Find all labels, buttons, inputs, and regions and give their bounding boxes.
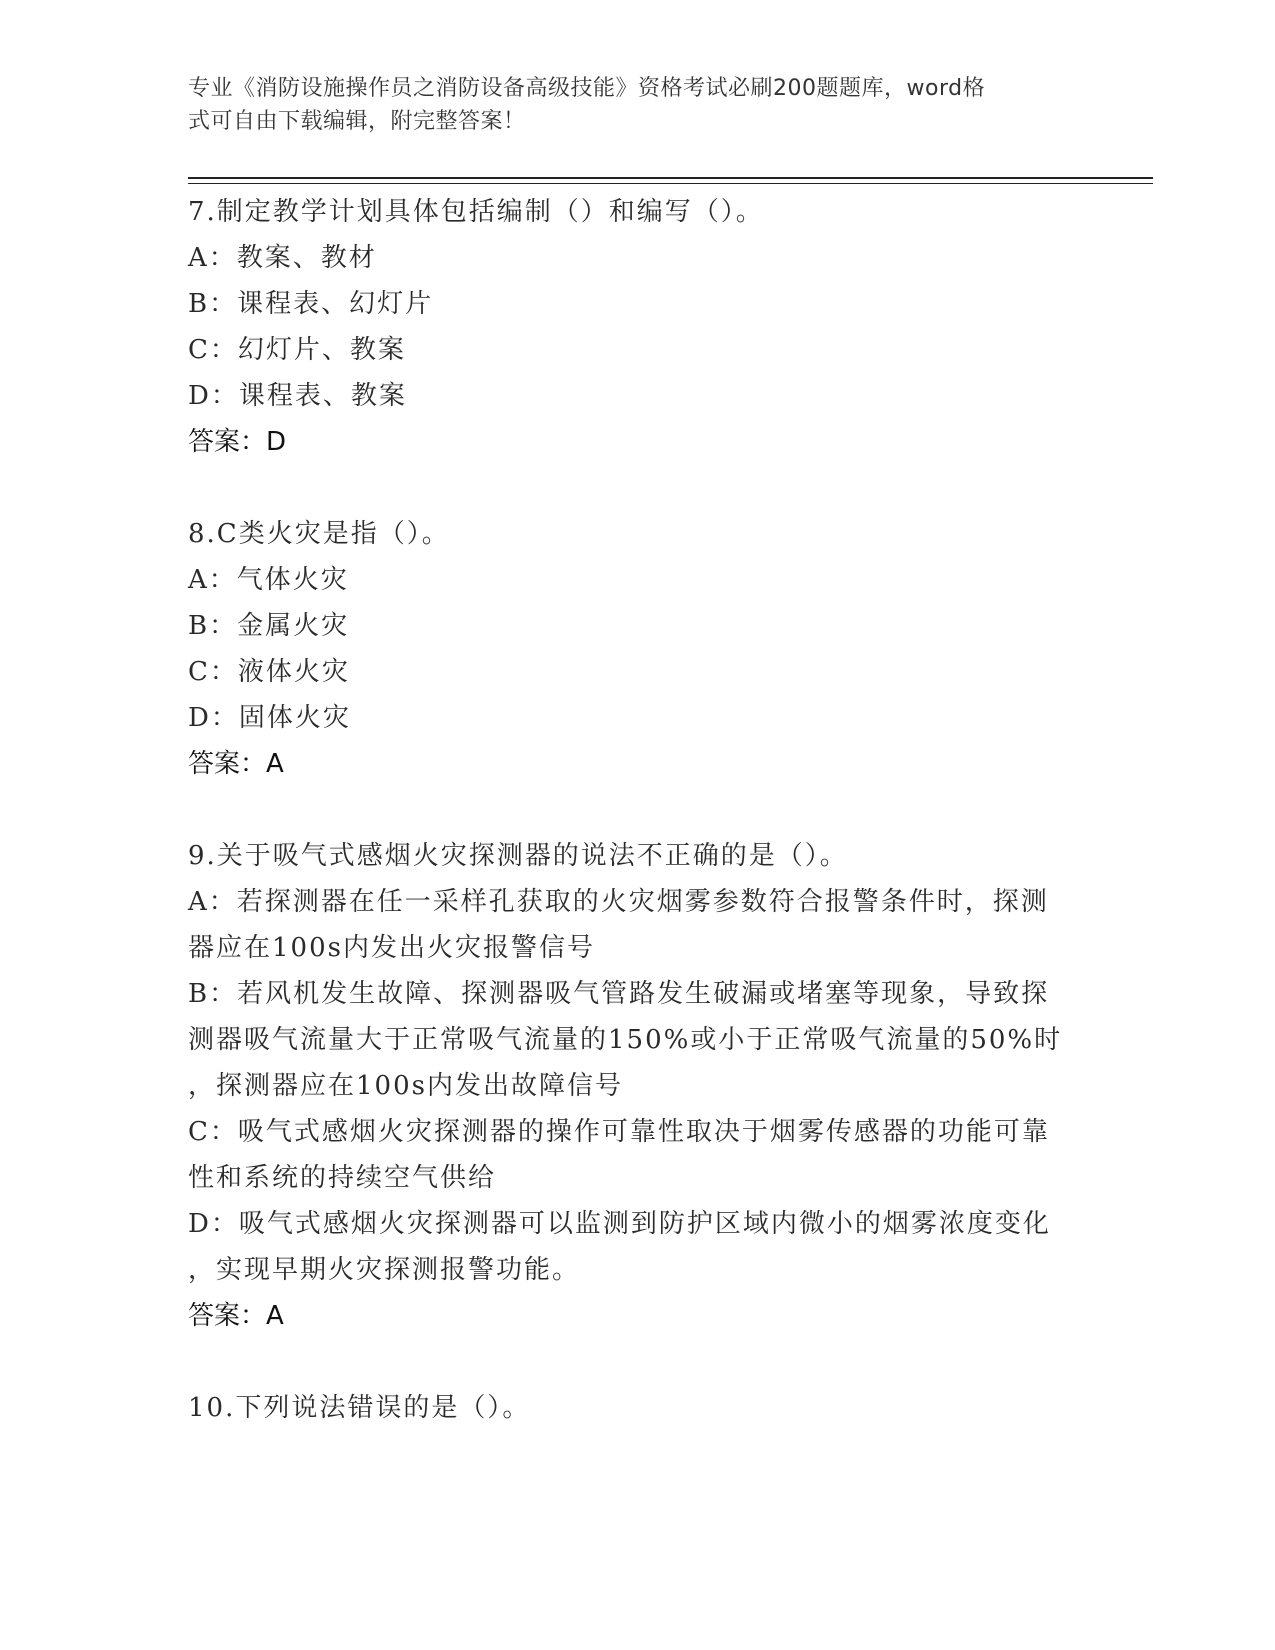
option-d: D：固体火灾 xyxy=(188,703,351,733)
option-b: B：金属火灾 xyxy=(188,611,350,641)
option-b: B：课程表、幻灯片 xyxy=(188,289,434,319)
option-c-line-1: C：吸气式感烟火灾探测器的操作可靠性取决于烟雾传感器的功能可靠 xyxy=(188,1117,1050,1147)
question-stem: 9.关于吸气式感烟火灾探测器的说法不正确的是（）。 xyxy=(188,841,848,871)
question-stem: 10.下列说法错误的是（）。 xyxy=(188,1393,531,1423)
header-line-2: 式可自由下载编辑，附完整答案！ xyxy=(188,109,526,134)
header-divider-thick xyxy=(188,177,1153,179)
option-d-line-2: ，实现早期火灾探测报警功能。 xyxy=(188,1255,581,1285)
option-a-line-2: 器应在100s内发出火灾报警信号 xyxy=(188,933,595,963)
option-c: C：液体火灾 xyxy=(188,657,350,687)
header-divider-thin xyxy=(188,183,1153,184)
question-stem: 8.C类火灾是指（）。 xyxy=(188,519,450,549)
option-a-line-1: A：若探测器在任一采样孔获取的火灾烟雾参数符合报警条件时，探测 xyxy=(188,887,1049,917)
option-d-line-1: D：吸气式感烟火灾探测器可以监测到防护区域内微小的烟雾浓度变化 xyxy=(188,1209,1051,1239)
question-7 xyxy=(188,189,1078,465)
question-8 xyxy=(188,511,1078,787)
option-c-line-2: 性和系统的持续空气供给 xyxy=(188,1163,497,1193)
header-line-1: 专业《消防设施操作员之消防设备高级技能》资格考试必刷200题题库，word格 xyxy=(188,76,986,101)
question-10 xyxy=(188,1385,1078,1431)
document-header xyxy=(188,72,1068,138)
option-a: A：气体火灾 xyxy=(188,565,349,595)
answer-text: 答案：D xyxy=(188,427,287,457)
question-list xyxy=(188,189,1078,1431)
option-b-line-2: 测器吸气流量大于正常吸气流量的150%或小于正常吸气流量的50%时 xyxy=(188,1025,1063,1055)
option-c xyxy=(188,1109,1078,1201)
answer-text: 答案：A xyxy=(188,1301,284,1331)
option-d: D：课程表、教案 xyxy=(188,381,407,411)
option-c: C：幻灯片、教案 xyxy=(188,335,406,365)
answer-text: 答案：A xyxy=(188,749,284,779)
option-b-line-3: ，探测器应在100s内发出故障信号 xyxy=(188,1071,623,1101)
option-a xyxy=(188,879,1078,971)
option-b xyxy=(188,971,1078,1109)
option-b-line-1: B：若风机发生故障、探测器吸气管路发生破漏或堵塞等现象，导致探 xyxy=(188,979,1050,1009)
question-stem: 7.制定教学计划具体包括编制（）和编写（）。 xyxy=(188,197,764,227)
option-a: A：教案、教材 xyxy=(188,243,377,273)
question-9 xyxy=(188,833,1078,1339)
option-d xyxy=(188,1201,1078,1293)
